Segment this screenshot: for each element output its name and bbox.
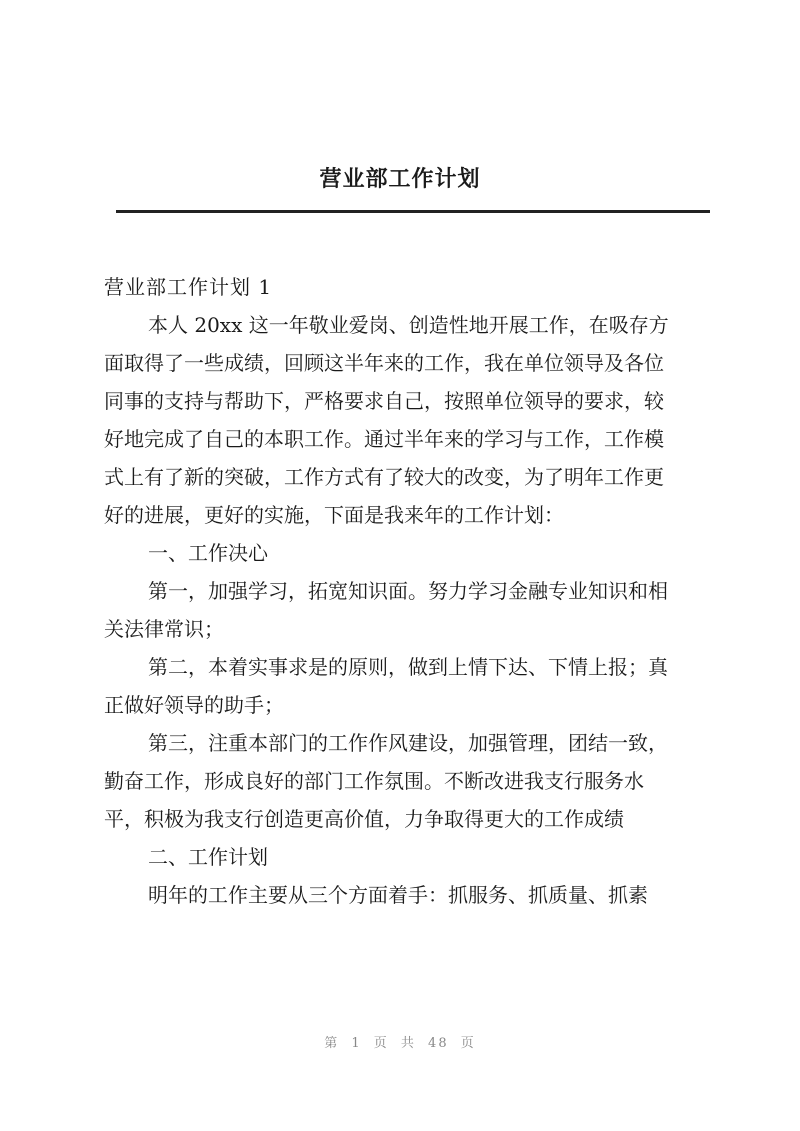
section-heading: 营业部工作计划 1 <box>104 275 273 299</box>
text-line: 明年的工作主要从三个方面着手：抓服务、抓质量、抓素 <box>148 883 648 907</box>
text-line: 好地完成了自己的本职工作。通过半年来的学习与工作，工作模 <box>104 427 664 451</box>
text-line: 面取得了一些成绩，回顾这半年来的工作，我在单位领导及各位 <box>104 351 664 375</box>
paragraph-lines <box>104 306 710 914</box>
text-line: 同事的支持与帮助下，严格要求自己，按照单位领导的要求，较 <box>104 389 664 413</box>
text-line: 正做好领导的助手； <box>104 693 284 717</box>
text-line: 式上有了新的突破，工作方式有了较大的改变，为了明年工作更 <box>104 465 664 489</box>
document-title: 营业部工作计划 <box>319 166 481 192</box>
text-line: 关法律常识； <box>104 617 224 641</box>
text-line: 第二，本着实事求是的原则，做到上情下达、下情上报；真 <box>148 655 668 679</box>
text-line: 第三，注重本部门的工作作风建设，加强管理，团结一致， <box>148 731 668 755</box>
text-line: 勤奋工作，形成良好的部门工作氛围。不断改进我支行服务水 <box>104 769 644 793</box>
title-underline <box>116 210 710 213</box>
text-line: 好的进展，更好的实施，下面是我来年的工作计划： <box>104 503 564 527</box>
document-body <box>104 268 710 914</box>
text-line: 一、工作决心 <box>148 541 268 565</box>
text-line: 第一，加强学习，拓宽知识面。努力学习金融专业知识和相 <box>148 579 668 603</box>
text-line: 平，积极为我支行创造更高价值，力争取得更大的工作成绩 <box>104 807 624 831</box>
text-line: 二、工作计划 <box>148 845 268 869</box>
text-line: 本人 20xx 这一年敬业爱岗、创造性地开展工作，在吸存方 <box>148 313 669 337</box>
page-footer: 第 1 页 共 48 页 <box>324 1036 476 1051</box>
